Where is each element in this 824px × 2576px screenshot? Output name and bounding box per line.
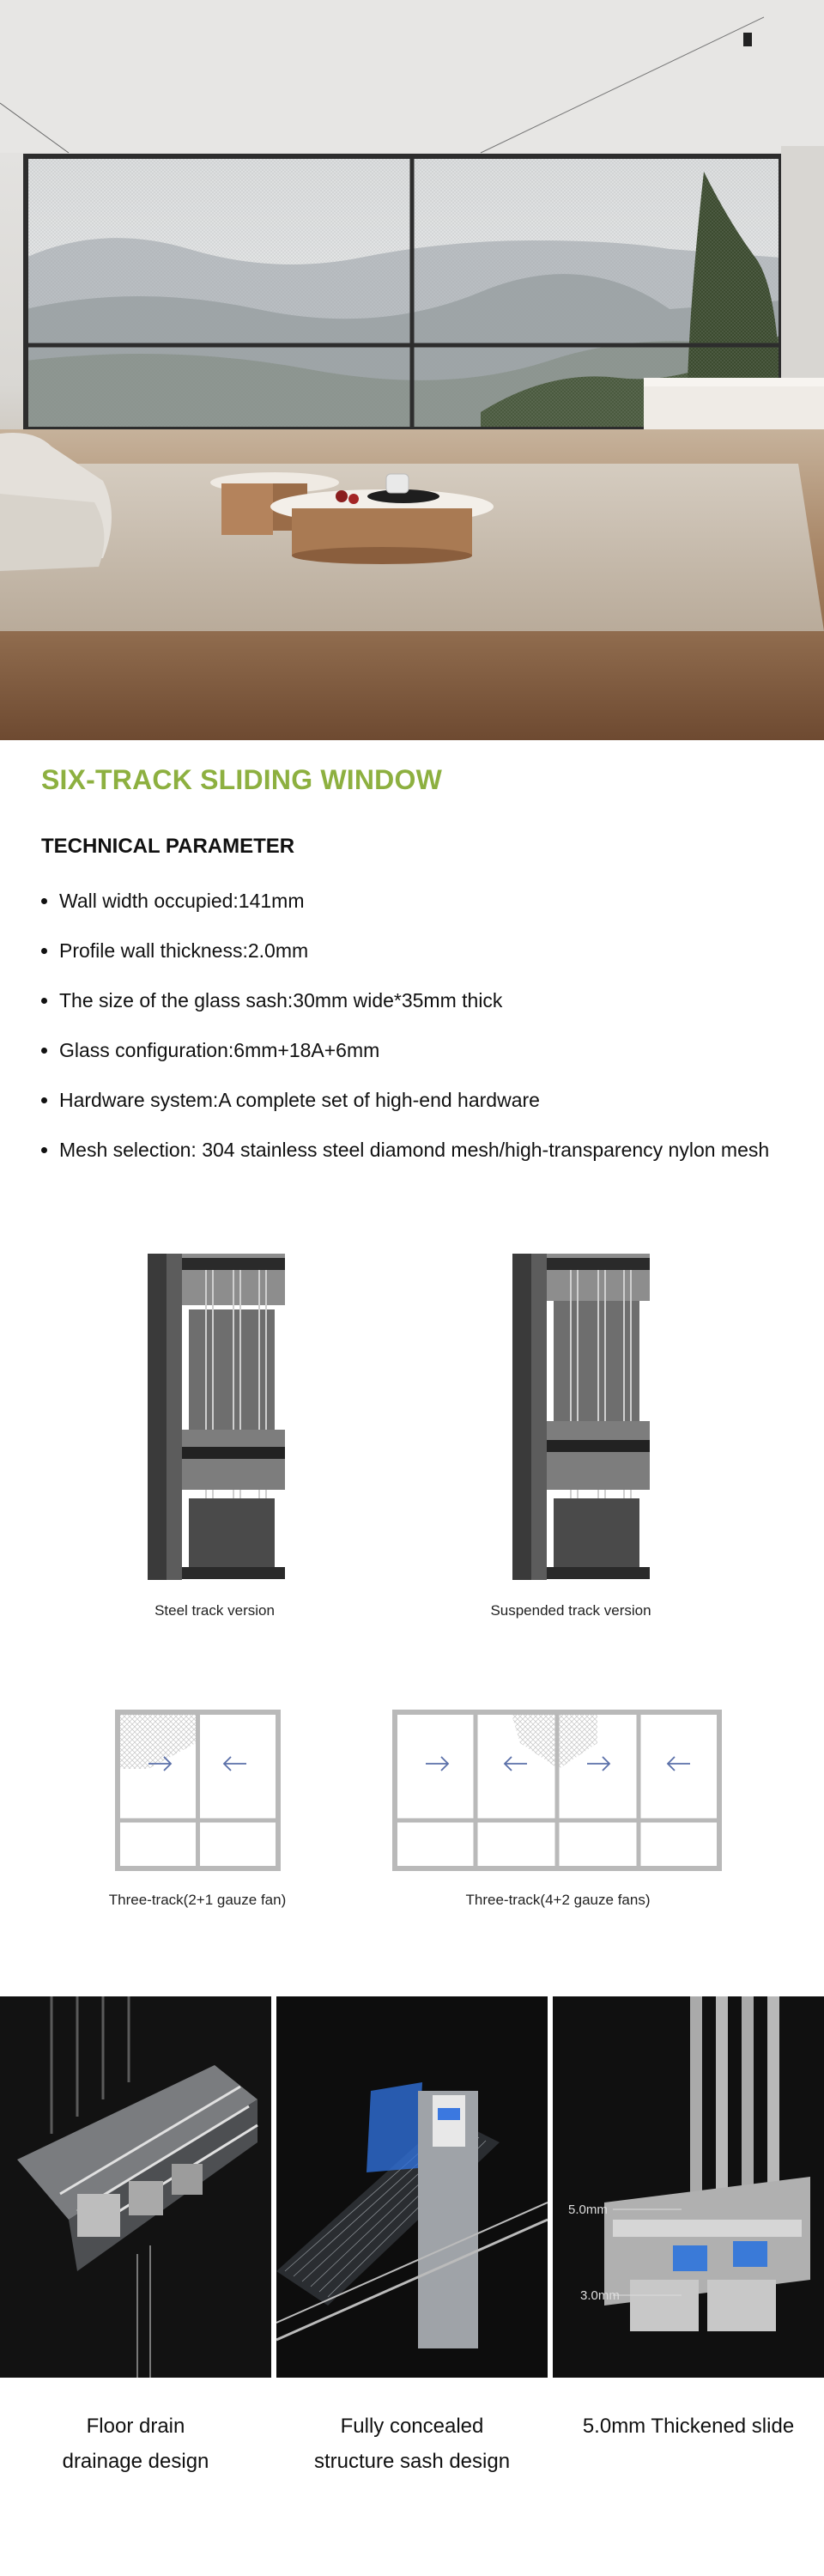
scheme-caption: Three-track(4+2 gauze fans): [465, 1892, 651, 1908]
technical-parameter-list: [41, 876, 797, 1175]
hero-illustration: [0, 0, 824, 740]
parameter-text: Profile wall thickness:2.0mm: [59, 939, 309, 962]
parameter-item: [41, 876, 797, 926]
detail-caption-line: Floor drain: [86, 2415, 185, 2438]
parameter-item: [41, 975, 797, 1025]
parameter-text: The size of the glass sash:30mm wide*35mm thick: [59, 989, 503, 1012]
steel-track-profile-image: [120, 1249, 309, 1584]
suspended-track-profile-image: [485, 1249, 674, 1584]
detail-caption-line: structure sash design: [313, 2450, 511, 2473]
technical-parameter-heading: TECHNICAL PARAMETER: [41, 835, 295, 858]
floor-drain-detail-image: [0, 1996, 271, 2378]
detail-caption: [553, 2409, 824, 2444]
detail-caption: [0, 2409, 271, 2479]
bullet-icon: [41, 998, 47, 1004]
parameter-text: Wall width occupied:141mm: [59, 890, 305, 912]
three-track-4plus2-diagram: [391, 1709, 723, 1872]
detail-caption-line: drainage design: [62, 2450, 209, 2473]
bullet-icon: [41, 948, 47, 954]
bullet-icon: [41, 898, 47, 904]
parameter-item: [41, 1075, 797, 1125]
detail-caption-line: Fully concealed: [340, 2415, 484, 2438]
parameter-text: Hardware system:A complete set of high-end hardware: [59, 1089, 540, 1111]
concealed-sash-detail-image: [276, 1996, 548, 2378]
bullet-icon: [41, 1147, 47, 1153]
detail-caption-line: 5.0mm Thickened slide: [582, 2415, 795, 2438]
profile-caption: Suspended track version: [490, 1602, 651, 1619]
parameter-item: [41, 926, 797, 975]
bullet-icon: [41, 1048, 47, 1054]
parameter-item: [41, 1025, 797, 1075]
parameter-item: [41, 1125, 797, 1175]
hero-room-photo: [0, 0, 824, 740]
parameter-text: Glass configuration:6mm+18A+6mm: [59, 1039, 380, 1061]
parameter-text: Mesh selection: 304 stainless steel diamond mesh/high-transparency nylon mesh: [59, 1139, 770, 1161]
product-title: SIX-TRACK SLIDING WINDOW: [41, 764, 442, 795]
dimension-label-3mm: 3.0mm: [580, 2288, 620, 2303]
bullet-icon: [41, 1097, 47, 1103]
profile-caption: Steel track version: [154, 1602, 275, 1619]
dimension-label-5mm: 5.0mm: [568, 2202, 608, 2217]
three-track-2plus1-diagram: [114, 1709, 282, 1872]
detail-caption: [276, 2409, 548, 2479]
scheme-caption: Three-track(2+1 gauze fan): [108, 1892, 287, 1908]
thickened-slide-detail-image: [553, 1996, 824, 2378]
